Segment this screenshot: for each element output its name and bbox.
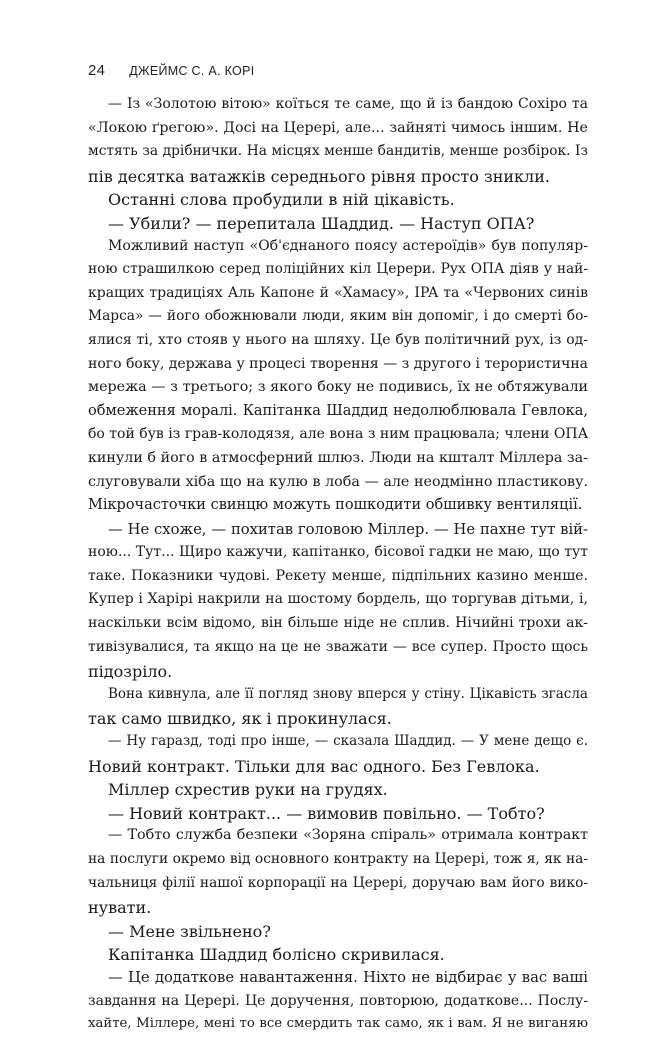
text-line: ялися ті, хто стояв у нього на шляху. Це був політичний рух, із од- — [88, 331, 588, 348]
text-line: Марса» — його обожнювали люди, яким він допоміг, і до смерті бо- — [88, 308, 588, 325]
text-line: — Із «Золотою вітою» коїться те саме, що й із бандою Сохіро та — [108, 96, 588, 112]
text-line: мережа — з третього; з якого боку не подивись, їх не обтяжували — [88, 379, 588, 396]
text-line: пів десятка ватажків середнього рівня просто зникли. — [88, 166, 550, 186]
text-line: «Локою ґрегою». Досі на Церері, але... зайняті чимось іншим. Не — [88, 119, 588, 136]
text-line: Можливий наступ «Об'єднаного поясу астероїдів» був популяр- — [108, 237, 588, 254]
text-line: кращих традиціях Аль Капоне й «Хамасу», IPA та «Червоних синів — [88, 284, 588, 301]
page-number: 24 — [88, 62, 106, 79]
text-line: слуговували хіба що на кулю в лоба — але неодмінно пластикову. — [88, 473, 588, 490]
body-text — [88, 96, 588, 1040]
text-line: завдання на Церері. Це доручення, повторюю, додаткове... Послу- — [88, 992, 588, 1009]
text-line: Купер і Харірі накрили на шостому бордель, що торгував дітьми, і, — [88, 591, 588, 608]
text-line: Мікрочасточки свинцю можуть пошкодити обшивку вентиляції. — [88, 497, 583, 514]
text-line: тивізувалися, та якщо на це не зважати — все супер. Просто щось — [88, 638, 588, 655]
text-line: ною... Тут... Щиро кажучи, капітанко, бісової гадки не маю, що тут — [88, 544, 588, 561]
text-line: чальниця філії нашої корпорації на Церері, доручаю вам його вико- — [88, 874, 588, 891]
text-line: підозріло. — [88, 662, 173, 682]
text-line: — Це додаткове навантаження. Ніхто не відбирає у вас ваші — [108, 968, 588, 986]
text-line: наскільки всім відомо, він більше ніде не сплив. Нічийні трохи ак- — [88, 615, 588, 632]
text-line: обмеження моралі. Капітанка Шаддид недолюблювала Гевлока, — [88, 402, 588, 419]
text-line: — Не схоже, — похитав головою Міллер. — Не пахне тут вій- — [108, 520, 588, 538]
text-line: Міллер схрестив руки на грудях. — [108, 780, 388, 800]
text-line: Новий контракт. Тільки для вас одного. Без Гевлока. — [88, 756, 540, 776]
text-line: бо той був із грав-колодязя, але вона з ним працювала; члени ОПА — [88, 426, 588, 443]
running-title: ДЖЕЙМС С. А. КОРІ — [129, 64, 255, 78]
text-line: мстять за дрібнички. На місцях менше бандитів, менше розбірок. Із — [88, 143, 588, 160]
text-line: хайте, Міллере, мені то все смердить так само, як і вам. Я не виганяю — [88, 1016, 588, 1032]
text-line: — Ну гаразд, тоді про інше, — сказала Шаддид. — У мене дещо є. — [108, 733, 588, 750]
text-line: таке. Показники чудові. Рекету менше, підпільних казино менше. — [88, 567, 588, 584]
text-line: — Тобто служба безпеки «Зоряна спіраль» отримала контракт — [108, 827, 588, 844]
text-line: — Убили? — перепитала Шаддид. — Наступ ОПА? — [108, 213, 535, 233]
running-header — [88, 62, 255, 79]
text-line: кинули б його в атмосферний шлюз. Люди на кшталт Міллера за- — [88, 449, 588, 466]
text-line: так само швидко, як і прокинулася. — [88, 709, 392, 729]
text-line: — Мене звільнено? — [108, 921, 271, 941]
text-line: нувати. — [88, 898, 152, 918]
text-line: на послуги окремо від основного контракту на Церері, тож я, як на- — [88, 851, 588, 867]
text-line: Вона кивнула, але її погляд знову вперся у стіну. Цікавість згасла — [108, 685, 588, 702]
text-line: — Новий контракт... — вимовив повільно. — Тобто? — [108, 803, 545, 823]
text-line: Капітанка Шаддид болісно скривилася. — [108, 945, 445, 965]
text-line: Останні слова пробудили в ній цікавість. — [108, 190, 455, 210]
text-line: ною страшилкою серед поліційних кіл Церери. Рух ОПА діяв у най- — [88, 261, 588, 278]
text-line: ного боку, держава у процесі творення — з другого і терористична — [88, 355, 588, 372]
